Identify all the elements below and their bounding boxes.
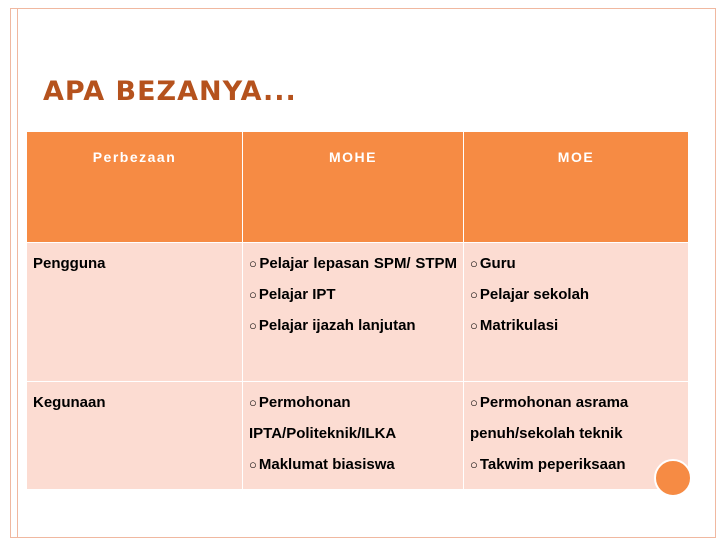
hollow-circle-bullet-icon: ○ xyxy=(470,395,478,410)
slide-decoration-dot xyxy=(654,459,692,497)
hollow-circle-bullet-icon: ○ xyxy=(249,318,257,333)
list-item-text: Pelajar IPT xyxy=(258,286,336,303)
slide-frame-accent-line xyxy=(17,8,18,538)
cell-pengguna-moe xyxy=(464,243,689,382)
hollow-circle-bullet-icon: ○ xyxy=(470,287,478,302)
hollow-circle-bullet-icon: ○ xyxy=(470,457,478,472)
table-row-pengguna xyxy=(27,243,689,382)
mohe-users-list xyxy=(249,248,457,341)
mohe-uses-list xyxy=(249,387,457,480)
row-label-kegunaan: Kegunaan xyxy=(27,382,243,490)
list-item xyxy=(249,387,457,449)
list-item-text: Permohonan IPTA/Politeknik/ILKA xyxy=(249,394,397,442)
hollow-circle-bullet-icon: ○ xyxy=(249,287,257,302)
comparison-table xyxy=(26,131,689,490)
hollow-circle-bullet-icon: ○ xyxy=(470,256,478,271)
list-item-text: Pelajar lepasan SPM/ STPM xyxy=(259,255,457,272)
table-row-kegunaan xyxy=(27,382,689,490)
list-item-text: Guru xyxy=(479,255,516,272)
moe-uses-list xyxy=(470,387,682,480)
list-item xyxy=(470,387,682,449)
list-item xyxy=(470,310,682,341)
list-item xyxy=(249,310,457,341)
list-item xyxy=(470,279,682,310)
cell-kegunaan-mohe xyxy=(243,382,464,490)
table-header-row xyxy=(27,132,689,243)
list-item xyxy=(249,449,457,480)
hollow-circle-bullet-icon: ○ xyxy=(249,395,257,410)
header-perbezaan: Perbezaan xyxy=(27,132,243,243)
header-moe: MOE xyxy=(464,132,689,243)
list-item xyxy=(470,449,682,480)
slide-title: APA BEZANYA... xyxy=(43,76,297,107)
cell-pengguna-mohe xyxy=(243,243,464,382)
row-label-pengguna: Pengguna xyxy=(27,243,243,382)
list-item xyxy=(470,248,682,279)
comparison-table-container xyxy=(26,131,688,490)
hollow-circle-bullet-icon: ○ xyxy=(249,256,258,271)
list-item-text: Takwim peperiksaan xyxy=(479,456,626,473)
list-item-text: Pelajar ijazah lanjutan xyxy=(258,317,416,334)
list-item-text: Permohonan asrama penuh/sekolah teknik xyxy=(470,394,629,442)
hollow-circle-bullet-icon: ○ xyxy=(470,318,478,333)
list-item-text: Matrikulasi xyxy=(479,317,559,334)
list-item-text: Pelajar sekolah xyxy=(479,286,590,303)
header-mohe: MOHE xyxy=(243,132,464,243)
list-item-text: Maklumat biasiswa xyxy=(258,456,395,473)
moe-users-list xyxy=(470,248,682,341)
list-item xyxy=(249,248,457,279)
hollow-circle-bullet-icon: ○ xyxy=(249,457,257,472)
list-item xyxy=(249,279,457,310)
